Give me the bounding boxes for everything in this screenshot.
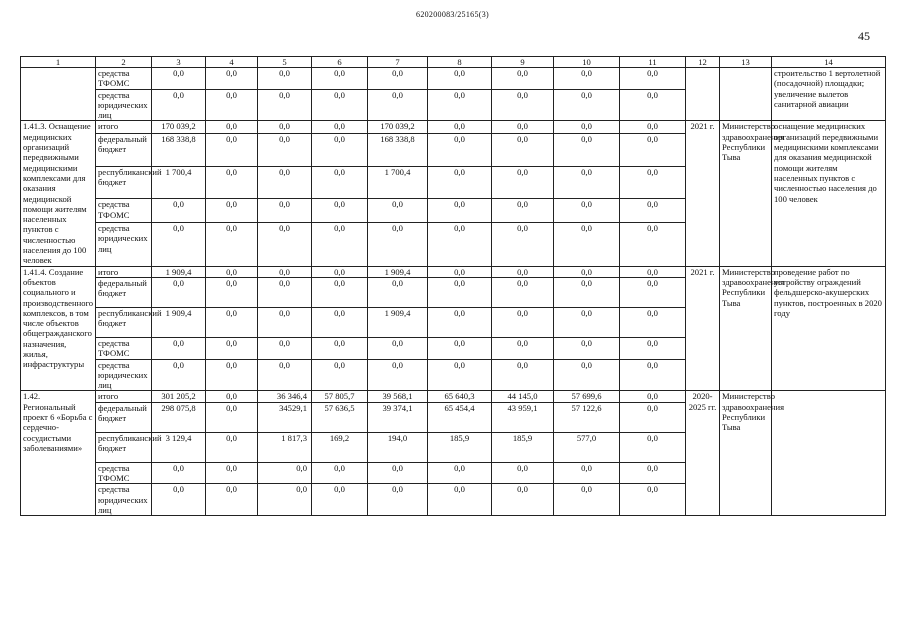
amount-cell: 170 039,2 [152, 121, 206, 133]
amount-cell: 0,0 [492, 89, 554, 121]
amount-cell: 0,0 [258, 337, 312, 359]
amount-cell: 0,0 [312, 166, 368, 199]
amount-cell: 0,0 [620, 121, 686, 133]
funding-source: республиканский бюджет [96, 432, 152, 462]
amount-cell: 0,0 [492, 121, 554, 133]
amount-cell: 0,0 [258, 166, 312, 199]
amount-cell: 65 454,4 [428, 402, 492, 432]
amount-cell: 0,0 [206, 402, 258, 432]
amount-cell: 0,0 [152, 277, 206, 307]
amount-cell: 0,0 [152, 462, 206, 484]
amount-cell: 0,0 [492, 222, 554, 266]
amount-cell: 0,0 [428, 277, 492, 307]
amount-cell: 0,0 [620, 266, 686, 277]
amount-cell: 39 374,1 [368, 402, 428, 432]
period-cell: 2021 г. [686, 121, 720, 266]
amount-cell: 0,0 [492, 277, 554, 307]
amount-cell: 0,0 [428, 222, 492, 266]
amount-cell: 65 640,3 [428, 391, 492, 402]
amount-cell: 0,0 [312, 133, 368, 166]
amount-cell: 0,0 [620, 462, 686, 484]
amount-cell: 0,0 [620, 89, 686, 121]
amount-cell: 170 039,2 [368, 121, 428, 133]
column-number: 14 [772, 57, 886, 68]
measure-label [21, 68, 96, 121]
amount-cell: 0,0 [428, 462, 492, 484]
amount-cell: 57 805,7 [312, 391, 368, 402]
amount-cell: 39 568,1 [368, 391, 428, 402]
amount-cell: 0,0 [554, 199, 620, 223]
column-number: 13 [720, 57, 772, 68]
amount-cell: 0,0 [554, 121, 620, 133]
amount-cell: 0,0 [554, 166, 620, 199]
funding-source: средства ТФОМС [96, 199, 152, 223]
amount-cell: 0,0 [554, 359, 620, 391]
amount-cell: 0,0 [368, 89, 428, 121]
period-cell: 2020-2025 гг. [686, 391, 720, 516]
amount-cell: 0,0 [492, 266, 554, 277]
table-row [21, 68, 886, 90]
amount-cell: 0,0 [620, 484, 686, 516]
amount-cell: 0,0 [206, 462, 258, 484]
amount-cell: 0,0 [620, 133, 686, 166]
executor-cell: Министерство здравоохранения Республики Тыва [720, 266, 772, 391]
amount-cell: 0,0 [152, 484, 206, 516]
amount-cell: 577,0 [554, 432, 620, 462]
amount-cell: 0,0 [554, 89, 620, 121]
amount-cell: 0,0 [554, 266, 620, 277]
amount-cell: 0,0 [312, 89, 368, 121]
amount-cell: 0,0 [206, 199, 258, 223]
amount-cell: 0,0 [554, 337, 620, 359]
amount-cell: 0,0 [368, 277, 428, 307]
amount-cell: 0,0 [312, 199, 368, 223]
amount-cell: 0,0 [152, 68, 206, 90]
funding-source: средства юридических лиц [96, 359, 152, 391]
amount-cell: 1 909,4 [368, 266, 428, 277]
amount-cell: 0,0 [312, 484, 368, 516]
amount-cell: 0,0 [428, 89, 492, 121]
amount-cell: 0,0 [620, 391, 686, 402]
amount-cell: 1 909,4 [152, 307, 206, 337]
amount-cell: 0,0 [428, 68, 492, 90]
amount-cell: 0,0 [492, 484, 554, 516]
amount-cell: 43 959,1 [492, 402, 554, 432]
amount-cell: 0,0 [620, 337, 686, 359]
period-cell: 2021 г. [686, 266, 720, 391]
column-number: 6 [312, 57, 368, 68]
amount-cell: 0,0 [620, 166, 686, 199]
funding-source: средства юридических лиц [96, 89, 152, 121]
amount-cell: 0,0 [312, 121, 368, 133]
amount-cell: 0,0 [620, 68, 686, 90]
amount-cell: 0,0 [152, 222, 206, 266]
table-row [21, 391, 886, 402]
amount-cell: 0,0 [206, 133, 258, 166]
column-number: 12 [686, 57, 720, 68]
column-number: 10 [554, 57, 620, 68]
amount-cell: 0,0 [620, 432, 686, 462]
amount-cell: 0,0 [428, 199, 492, 223]
amount-cell: 194,0 [368, 432, 428, 462]
amount-cell: 0,0 [258, 484, 312, 516]
result-cell: строительство 1 вертолетной (посадочной) площадки; увеличение вылетов санитарной авиации [772, 68, 886, 121]
amount-cell: 0,0 [620, 199, 686, 223]
amount-cell: 0,0 [428, 307, 492, 337]
amount-cell: 0,0 [620, 277, 686, 307]
amount-cell: 0,0 [368, 337, 428, 359]
column-number: 8 [428, 57, 492, 68]
amount-cell: 0,0 [312, 222, 368, 266]
amount-cell: 0,0 [258, 359, 312, 391]
amount-cell: 0,0 [368, 222, 428, 266]
amount-cell: 0,0 [152, 89, 206, 121]
amount-cell: 1 817,3 [258, 432, 312, 462]
amount-cell: 0,0 [620, 222, 686, 266]
funding-source: средства юридических лиц [96, 222, 152, 266]
funding-source: федеральный бюджет [96, 402, 152, 432]
column-number: 9 [492, 57, 554, 68]
amount-cell: 0,0 [206, 391, 258, 402]
column-number: 7 [368, 57, 428, 68]
amount-cell: 0,0 [312, 266, 368, 277]
amount-cell: 0,0 [258, 199, 312, 223]
amount-cell: 0,0 [492, 68, 554, 90]
amount-cell: 0,0 [312, 337, 368, 359]
amount-cell: 0,0 [368, 359, 428, 391]
amount-cell: 0,0 [492, 133, 554, 166]
column-number: 3 [152, 57, 206, 68]
table-row [21, 121, 886, 133]
amount-cell: 0,0 [312, 462, 368, 484]
table-row [21, 266, 886, 277]
funding-source: республиканский бюджет [96, 307, 152, 337]
page-number: 45 [858, 29, 870, 43]
amount-cell: 0,0 [312, 277, 368, 307]
amount-cell: 0,0 [368, 68, 428, 90]
amount-cell: 0,0 [312, 359, 368, 391]
amount-cell: 0,0 [428, 266, 492, 277]
amount-cell: 0,0 [620, 307, 686, 337]
result-cell: оснащение медицинских организаций передвижными медицинскими комплексами для оказания медицинской помощи жителям населенных пунктов с численностью населения до 100 человек [772, 121, 886, 266]
amount-cell: 0,0 [428, 484, 492, 516]
amount-cell: 1 700,4 [368, 166, 428, 199]
executor-cell [720, 68, 772, 121]
amount-cell: 0,0 [554, 222, 620, 266]
amount-cell: 0,0 [368, 484, 428, 516]
funding-source: итого [96, 266, 152, 277]
amount-cell: 44 145,0 [492, 391, 554, 402]
amount-cell: 301 205,2 [152, 391, 206, 402]
amount-cell: 57 636,5 [312, 402, 368, 432]
funding-source: итого [96, 121, 152, 133]
amount-cell: 0,0 [428, 166, 492, 199]
amount-cell: 1 700,4 [152, 166, 206, 199]
amount-cell: 0,0 [258, 121, 312, 133]
amount-cell: 0,0 [206, 68, 258, 90]
measure-label: 1.41.4. Создание объектов социального и производственного комплексов, в том числе объектов общегражданского назначения, жилья, инфраструктуры [21, 266, 96, 391]
amount-cell: 0,0 [258, 266, 312, 277]
amount-cell: 0,0 [258, 307, 312, 337]
result-cell [772, 391, 886, 516]
amount-cell: 0,0 [206, 337, 258, 359]
amount-cell: 185,9 [428, 432, 492, 462]
amount-cell: 0,0 [152, 359, 206, 391]
column-number: 2 [96, 57, 152, 68]
amount-cell: 0,0 [206, 307, 258, 337]
amount-cell: 0,0 [554, 277, 620, 307]
executor-cell: Министерство здравоохранения Республики Тыва [720, 121, 772, 266]
funding-source: средства ТФОМС [96, 462, 152, 484]
amount-cell: 57 122,6 [554, 402, 620, 432]
funding-source: средства юридических лиц [96, 484, 152, 516]
amount-cell: 0,0 [428, 121, 492, 133]
amount-cell: 0,0 [206, 89, 258, 121]
amount-cell: 0,0 [492, 199, 554, 223]
document-code: 620200083/25165(3) [416, 10, 489, 19]
column-number: 5 [258, 57, 312, 68]
amount-cell: 0,0 [554, 307, 620, 337]
column-number: 1 [21, 57, 96, 68]
amount-cell: 0,0 [492, 462, 554, 484]
amount-cell: 0,0 [206, 359, 258, 391]
amount-cell: 0,0 [554, 462, 620, 484]
amount-cell: 0,0 [492, 337, 554, 359]
funding-source: федеральный бюджет [96, 277, 152, 307]
funding-source: средства ТФОМС [96, 68, 152, 90]
amount-cell: 57 699,6 [554, 391, 620, 402]
amount-cell: 0,0 [620, 359, 686, 391]
amount-cell: 0,0 [368, 462, 428, 484]
amount-cell: 0,0 [258, 68, 312, 90]
budget-table [20, 56, 886, 516]
period-cell [686, 68, 720, 121]
amount-cell: 0,0 [620, 402, 686, 432]
amount-cell: 36 346,4 [258, 391, 312, 402]
funding-source: республиканский бюджет [96, 166, 152, 199]
amount-cell: 0,0 [258, 277, 312, 307]
amount-cell: 0,0 [206, 266, 258, 277]
amount-cell: 168 338,8 [368, 133, 428, 166]
amount-cell: 0,0 [492, 307, 554, 337]
amount-cell: 0,0 [206, 484, 258, 516]
column-number: 11 [620, 57, 686, 68]
amount-cell: 0,0 [206, 166, 258, 199]
amount-cell: 0,0 [258, 89, 312, 121]
amount-cell: 0,0 [206, 277, 258, 307]
measure-label: 1.41.3. Оснащение медицинских организаций передвижными медицинскими комплексами для оказания медицинской помощи жителям населенных пунктов с численностью населения до 100 человек [21, 121, 96, 266]
column-number-row [21, 57, 886, 68]
amount-cell: 168 338,8 [152, 133, 206, 166]
amount-cell: 0,0 [258, 133, 312, 166]
amount-cell: 0,0 [152, 199, 206, 223]
amount-cell: 0,0 [554, 68, 620, 90]
amount-cell: 1 909,4 [152, 266, 206, 277]
amount-cell: 3 129,4 [152, 432, 206, 462]
amount-cell: 0,0 [554, 133, 620, 166]
amount-cell: 34529,1 [258, 402, 312, 432]
result-cell: проведение работ по устройству ограждений фельдшерско-акушерских пунктов, построенных в 2020 году [772, 266, 886, 391]
amount-cell: 0,0 [312, 307, 368, 337]
amount-cell: 169,2 [312, 432, 368, 462]
amount-cell: 0,0 [206, 121, 258, 133]
amount-cell: 0,0 [428, 359, 492, 391]
column-number: 4 [206, 57, 258, 68]
amount-cell: 185,9 [492, 432, 554, 462]
funding-source: итого [96, 391, 152, 402]
amount-cell: 0,0 [492, 359, 554, 391]
amount-cell: 298 075,8 [152, 402, 206, 432]
amount-cell: 0,0 [428, 337, 492, 359]
amount-cell: 0,0 [258, 462, 312, 484]
amount-cell: 0,0 [152, 337, 206, 359]
amount-cell: 0,0 [258, 222, 312, 266]
funding-source: средства ТФОМС [96, 337, 152, 359]
amount-cell: 0,0 [206, 222, 258, 266]
amount-cell: 0,0 [206, 432, 258, 462]
funding-source: федеральный бюджет [96, 133, 152, 166]
amount-cell: 1 909,4 [368, 307, 428, 337]
amount-cell: 0,0 [428, 133, 492, 166]
measure-label: 1.42. Региональный проект 6 «Борьба с сердечно-сосудистыми заболеваниями» [21, 391, 96, 516]
executor-cell: Министерство здравоохранения Республики Тыва [720, 391, 772, 516]
amount-cell: 0,0 [554, 484, 620, 516]
amount-cell: 0,0 [312, 68, 368, 90]
amount-cell: 0,0 [368, 199, 428, 223]
amount-cell: 0,0 [492, 166, 554, 199]
